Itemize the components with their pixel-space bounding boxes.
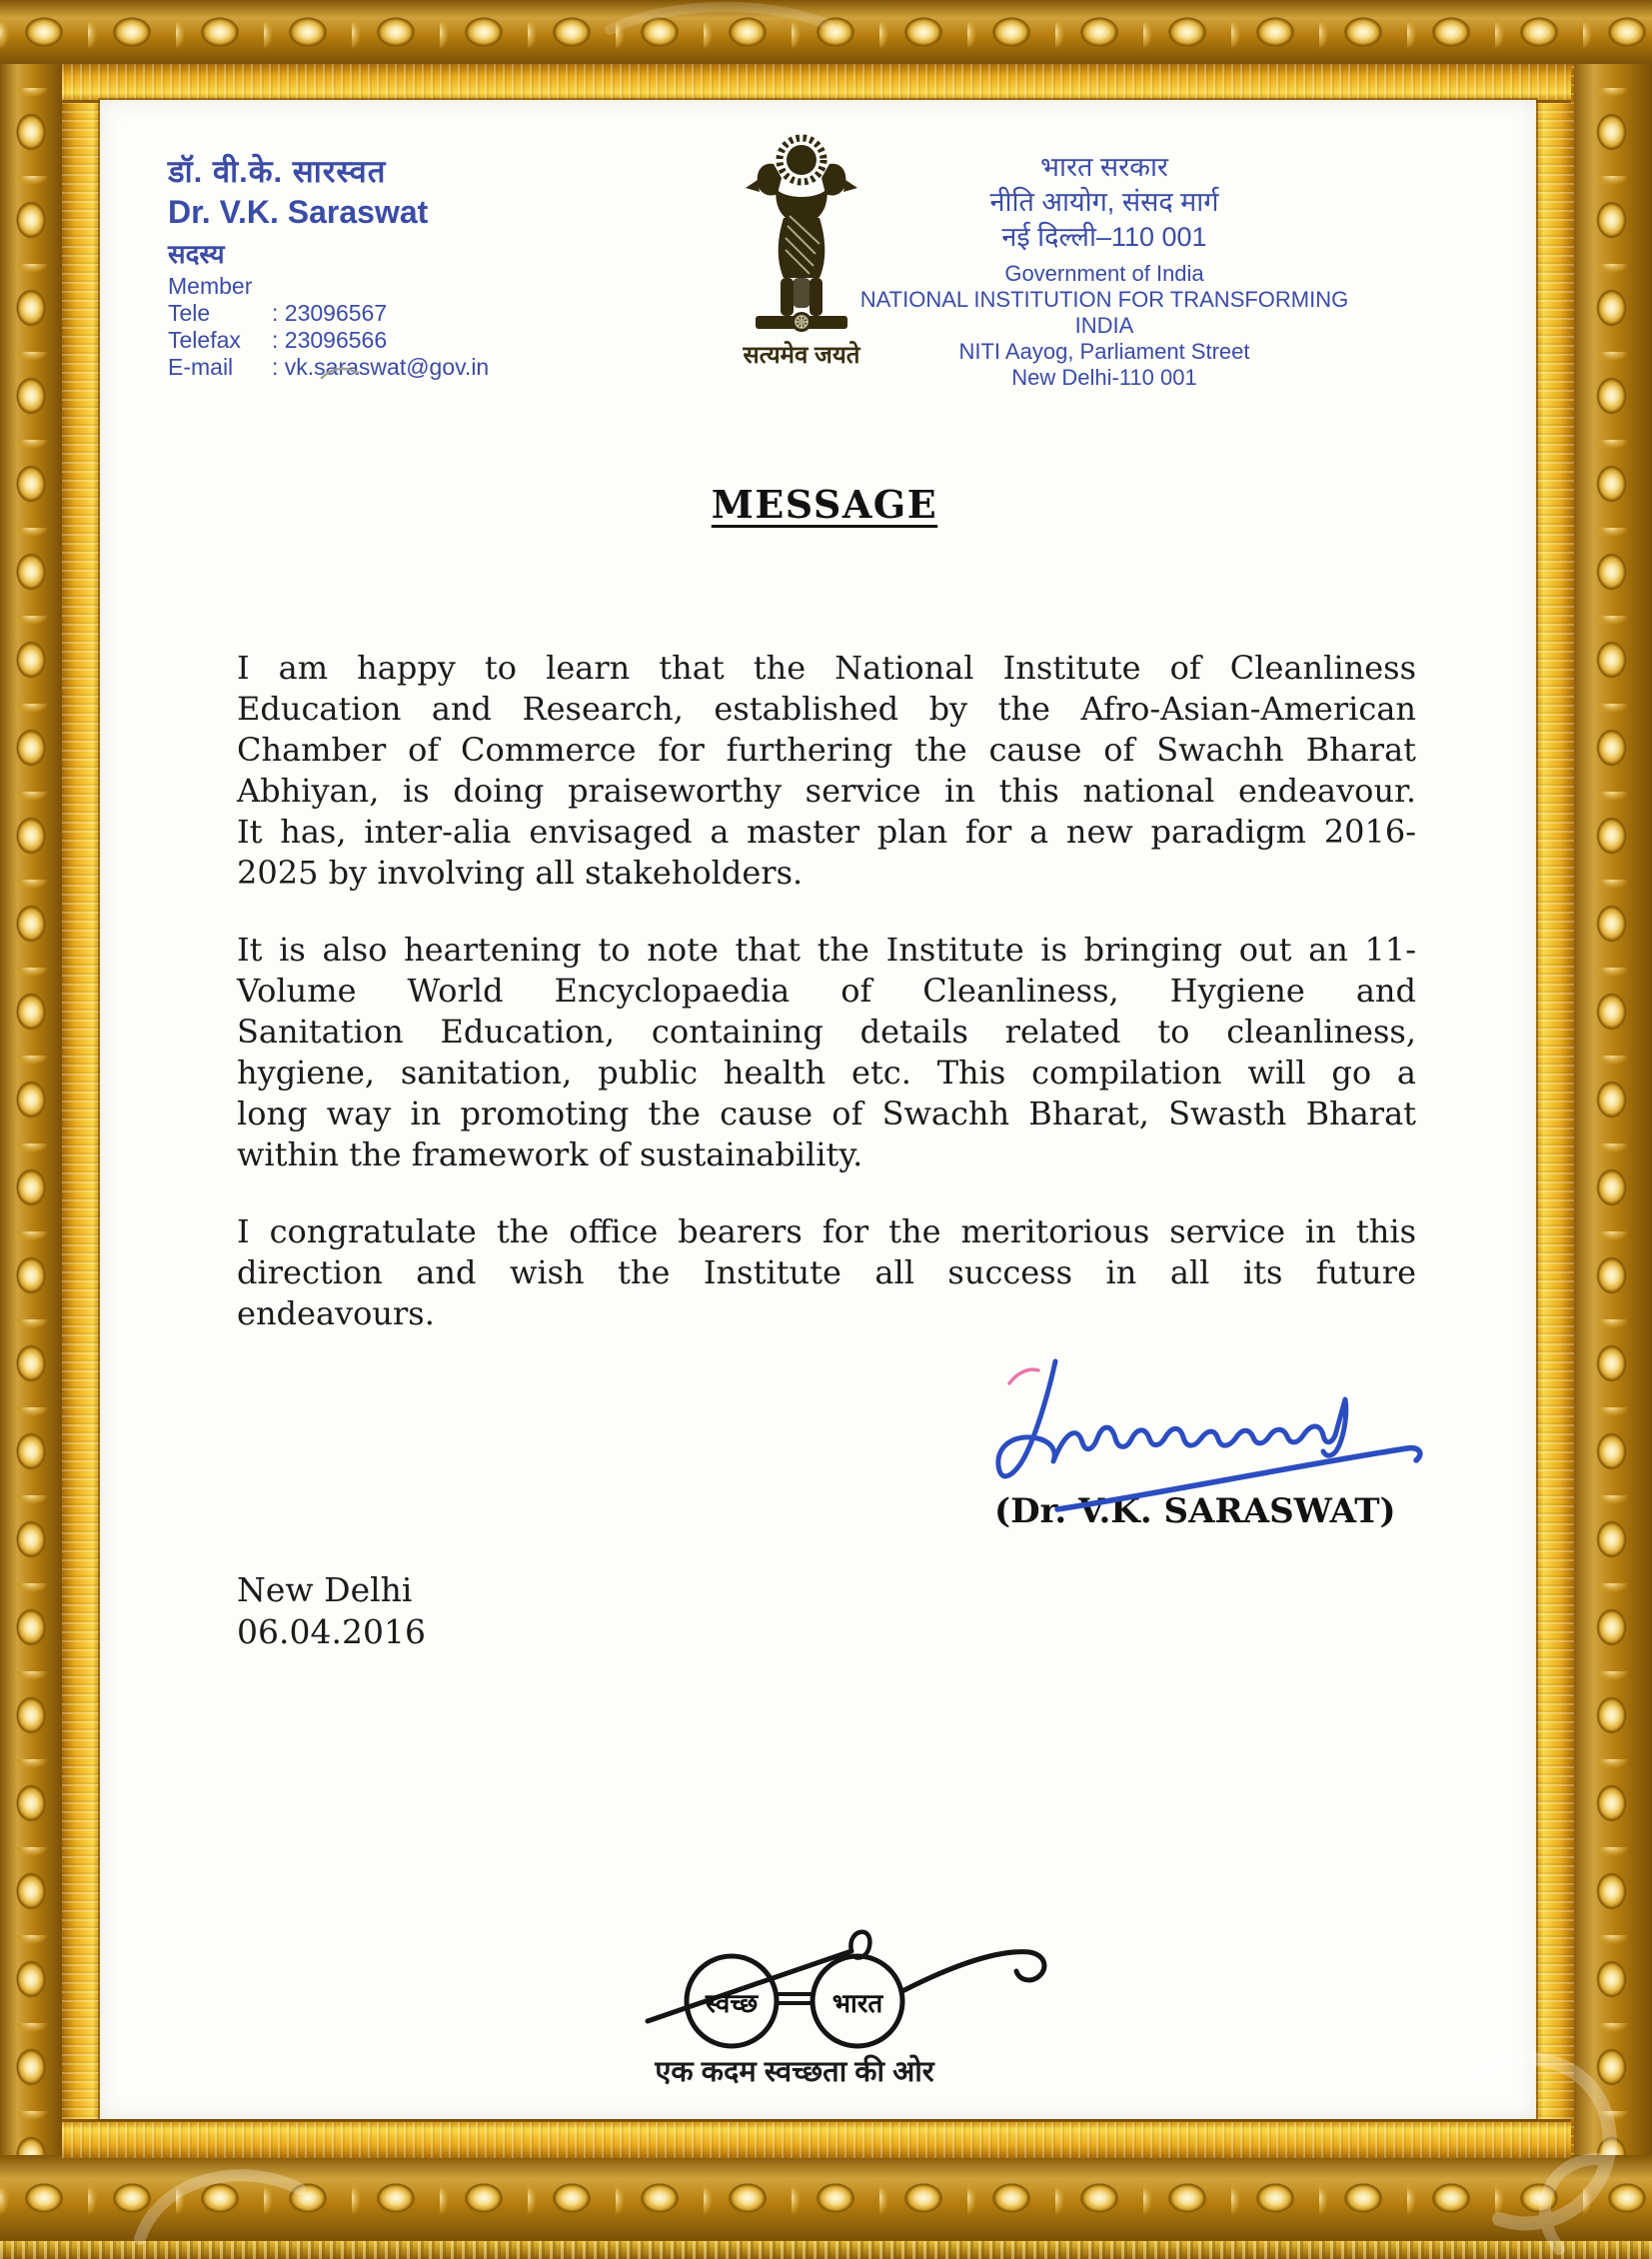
author-name-hindi: डॉ. वी.के. सारस्वत <box>168 154 387 189</box>
author-name-english: Dr. V.K. Saraswat <box>168 194 429 230</box>
frame-right-ornate-band <box>1571 0 1652 2259</box>
institution-line-english: NATIONAL INSTITUTION FOR TRANSFORMING INDIA <box>859 287 1349 338</box>
author-role-english: Member <box>168 273 253 299</box>
contact-row-tele <box>168 300 588 327</box>
contact-label: E-mail <box>168 354 234 380</box>
letter-line: I congratulate the office bearers for the meritorious service in this <box>237 1212 1416 1250</box>
govt-line-english: Government of India <box>1004 261 1204 286</box>
logo-right-lens-text: भारत <box>831 1988 883 2018</box>
emblem-motto: सत्यमेव जयते <box>743 342 860 369</box>
letter-line: direction and wish the Institute all success in all its future <box>237 1253 1416 1291</box>
letter-line: long way in promoting the cause of Swachh Bharat, Swasth Bharat <box>237 1095 1416 1132</box>
letter-line: within the framework of sustainability. <box>237 1135 863 1173</box>
paragraph-2 <box>237 930 1416 1175</box>
letter-line: It is also heartening to note that the Institute is bringing out an 11- <box>237 931 1416 969</box>
letter-line: Sanitation Education, containing details related to cleanliness, <box>237 1013 1416 1051</box>
paragraph-3 <box>237 1211 1416 1334</box>
contact-value: : 23096567 <box>272 300 388 326</box>
frame-top-bevel <box>62 64 1571 103</box>
govt-line-hindi: भारत सरकार <box>1040 152 1168 182</box>
letterhead-right-block <box>844 150 1364 391</box>
logo-tagline: एक कदम स्वच्छता की ओर <box>655 2056 934 2088</box>
paragraph-1 <box>237 648 1416 894</box>
contact-value: : 23096566 <box>272 327 388 353</box>
frame-right-bevel <box>1533 64 1574 2155</box>
contact-label: Telefax <box>168 327 241 353</box>
letterhead-left-block <box>168 150 588 381</box>
letter-line: 2025 by involving all stakeholders. <box>237 854 804 892</box>
letter-line: Volume World Encyclopaedia of Cleanliness, Hygiene and <box>237 972 1416 1010</box>
letter-line: Chamber of Commerce for furthering the cause of Swachh Bharat <box>237 731 1416 769</box>
letter-line: Education and Research, established by the Afro-Asian-American <box>237 690 1416 728</box>
frame-top-ornate-band <box>0 0 1652 64</box>
contact-row-email <box>168 354 588 381</box>
contact-label: Tele <box>168 300 211 326</box>
frame-left-bevel <box>62 64 103 2155</box>
dateline-block <box>237 1569 426 1653</box>
frame-bottom-outer-edge <box>0 2241 1652 2259</box>
frame-bottom-ornate-band <box>0 2155 1652 2241</box>
delhi-line-hindi: नई दिल्ली–110 001 <box>1001 222 1207 252</box>
letter-line: It has, inter-alia envisaged a master plan for a new paradigm 2016- <box>237 813 1416 851</box>
scan-squiggle-artifact <box>320 364 362 386</box>
logo-left-lens-text: स्वच्छ <box>705 1988 759 2018</box>
swachh-bharat-logo <box>640 1921 1059 2056</box>
letter-title: MESSAGE <box>711 482 938 527</box>
niti-line-hindi: नीति आयोग, संसद मार्ग <box>989 187 1219 217</box>
letter-line: Abhiyan, is doing praiseworthy service in this national endeavour. <box>237 772 1416 810</box>
handwritten-signature <box>979 1347 1449 1527</box>
contact-row-telefax <box>168 327 588 354</box>
author-role-hindi: सदस्य <box>168 239 225 269</box>
niti-line-english: NITI Aayog, Parliament Street <box>958 339 1250 364</box>
frame-bottom-bevel <box>62 2119 1571 2158</box>
contact-value: : vk.saraswat@gov.in <box>272 354 490 380</box>
letter-line: I am happy to learn that the National Institute of Cleanliness <box>237 649 1416 687</box>
letter-line: endeavours. <box>237 1294 435 1332</box>
delhi-line-english: New Delhi-110 001 <box>1011 365 1197 390</box>
dateline-date: 06.04.2016 <box>237 1612 426 1651</box>
frame-left-ornate-band <box>0 0 62 2259</box>
dateline-place: New Delhi <box>237 1570 413 1609</box>
signatory-printed-name: (Dr. V.K. SARASWAT) <box>994 1491 1396 1531</box>
letter-line: hygiene, sanitation, public health etc. This compilation will go a <box>237 1054 1416 1092</box>
